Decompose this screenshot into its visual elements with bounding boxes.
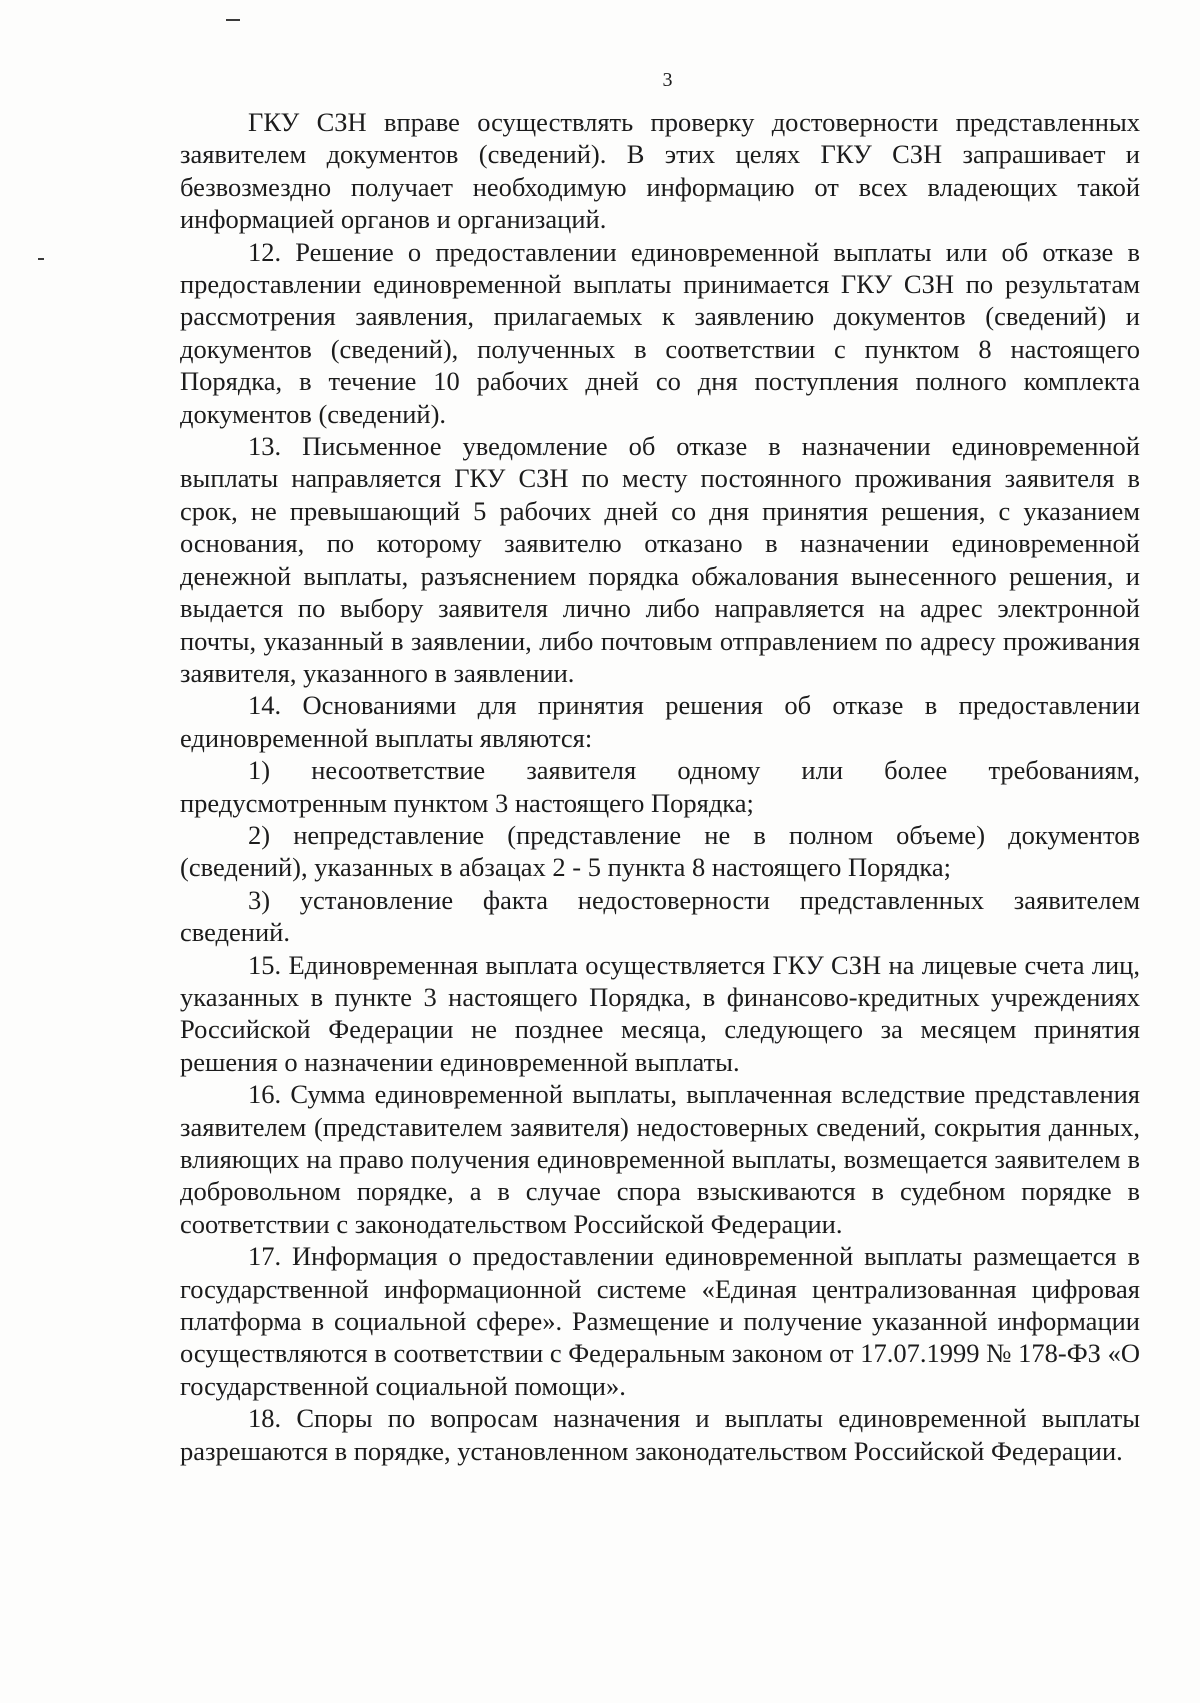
paragraph-verification: ГКУ СЗН вправе осуществлять проверку достоверности представленных заявителем документов (сведений). В этих целях ГКУ СЗН запрашивает и безвозмездно получает необходимую информацию от всех владеющих такой информацией органов и организаций. (180, 107, 1140, 235)
paragraph-16: 16. Сумма единовременной выплаты, выплаченная вследствие представления заявителем (представителем заявителя) недостоверных сведений, сокрытия данных, влияющих на право получения единовременной выплаты, возмещается заявителем в добровольном порядке, а в случае спора взыскиваются в судебном порядке в соответствии с законодательством Российской Федерации. (180, 1079, 1140, 1239)
scan-mark (226, 19, 240, 21)
paragraph-18: 18. Споры по вопросам назначения и выплаты единовременной выплаты разрешаются в порядке, установленном законодательством Российской Федерации. (180, 1403, 1140, 1466)
scan-mark (38, 258, 44, 260)
list-item-2: 2) непредставление (представление не в полном объеме) документов (сведений), указанных в абзацах 2 - 5 пункта 8 настоящего Порядка; (180, 819, 1140, 883)
list-item-3: 3) установление факта недостоверности представленных заявителем сведений. (180, 884, 1140, 948)
list-item-1: 1) несоответствие заявителя одному или более требованиям, предусмотренным пунктом 3 настоящего Порядка; (180, 755, 1140, 818)
paragraph-13: 13. Письменное уведомление об отказе в назначении единовременной выплаты направляется ГКУ СЗН по месту постоянного проживания заявителя в срок, не превышающий 5 рабочих дней со дня принятия решения, с указанием основания, по которому заявителю отказано в назначении единовременной денежной выплаты, разъяснением порядка обжалования вынесенного решения, и выдается по выбору заявителя лично либо направляется на адрес электронной почты, указанный в заявлении, либо почтовым отправлением по адресу проживания заявителя, указанного в заявлении. (180, 431, 1140, 688)
paragraph-14: 14. Основаниями для принятия решения об отказе в предоставлении единовременной выплаты являются: (180, 690, 1140, 753)
document-body (180, 106, 1140, 1467)
paragraph-12: 12. Решение о предоставлении единовременной выплаты или об отказе в предоставлении единовременной выплаты принимается ГКУ СЗН по результатам рассмотрения заявления, прилагаемых к заявлению документов (сведений) и документов (сведений), полученных в соответствии с пунктом 8 настоящего Порядка, в течение 10 рабочих дней со дня поступления полного комплекта документов (сведений). (180, 236, 1140, 429)
paragraph-15: 15. Единовременная выплата осуществляется ГКУ СЗН на лицевые счета лиц, указанных в пункте 3 настоящего Порядка, в финансово-кредитных учреждениях Российской Федерации не позднее месяца, следующего за месяцем принятия решения о назначении единовременной выплаты. (180, 949, 1140, 1077)
paragraph-17: 17. Информация о предоставлении единовременной выплаты размещается в государственной информационной системе «Единая централизованная цифровая платформа в социальной сфере». Размещение и получение указанной информации осуществляются в соответствии с Федеральным законом от 17.07.1999 № 178-ФЗ «О государственной социальной помощи». (180, 1241, 1140, 1401)
page-number: 3 (662, 69, 673, 91)
